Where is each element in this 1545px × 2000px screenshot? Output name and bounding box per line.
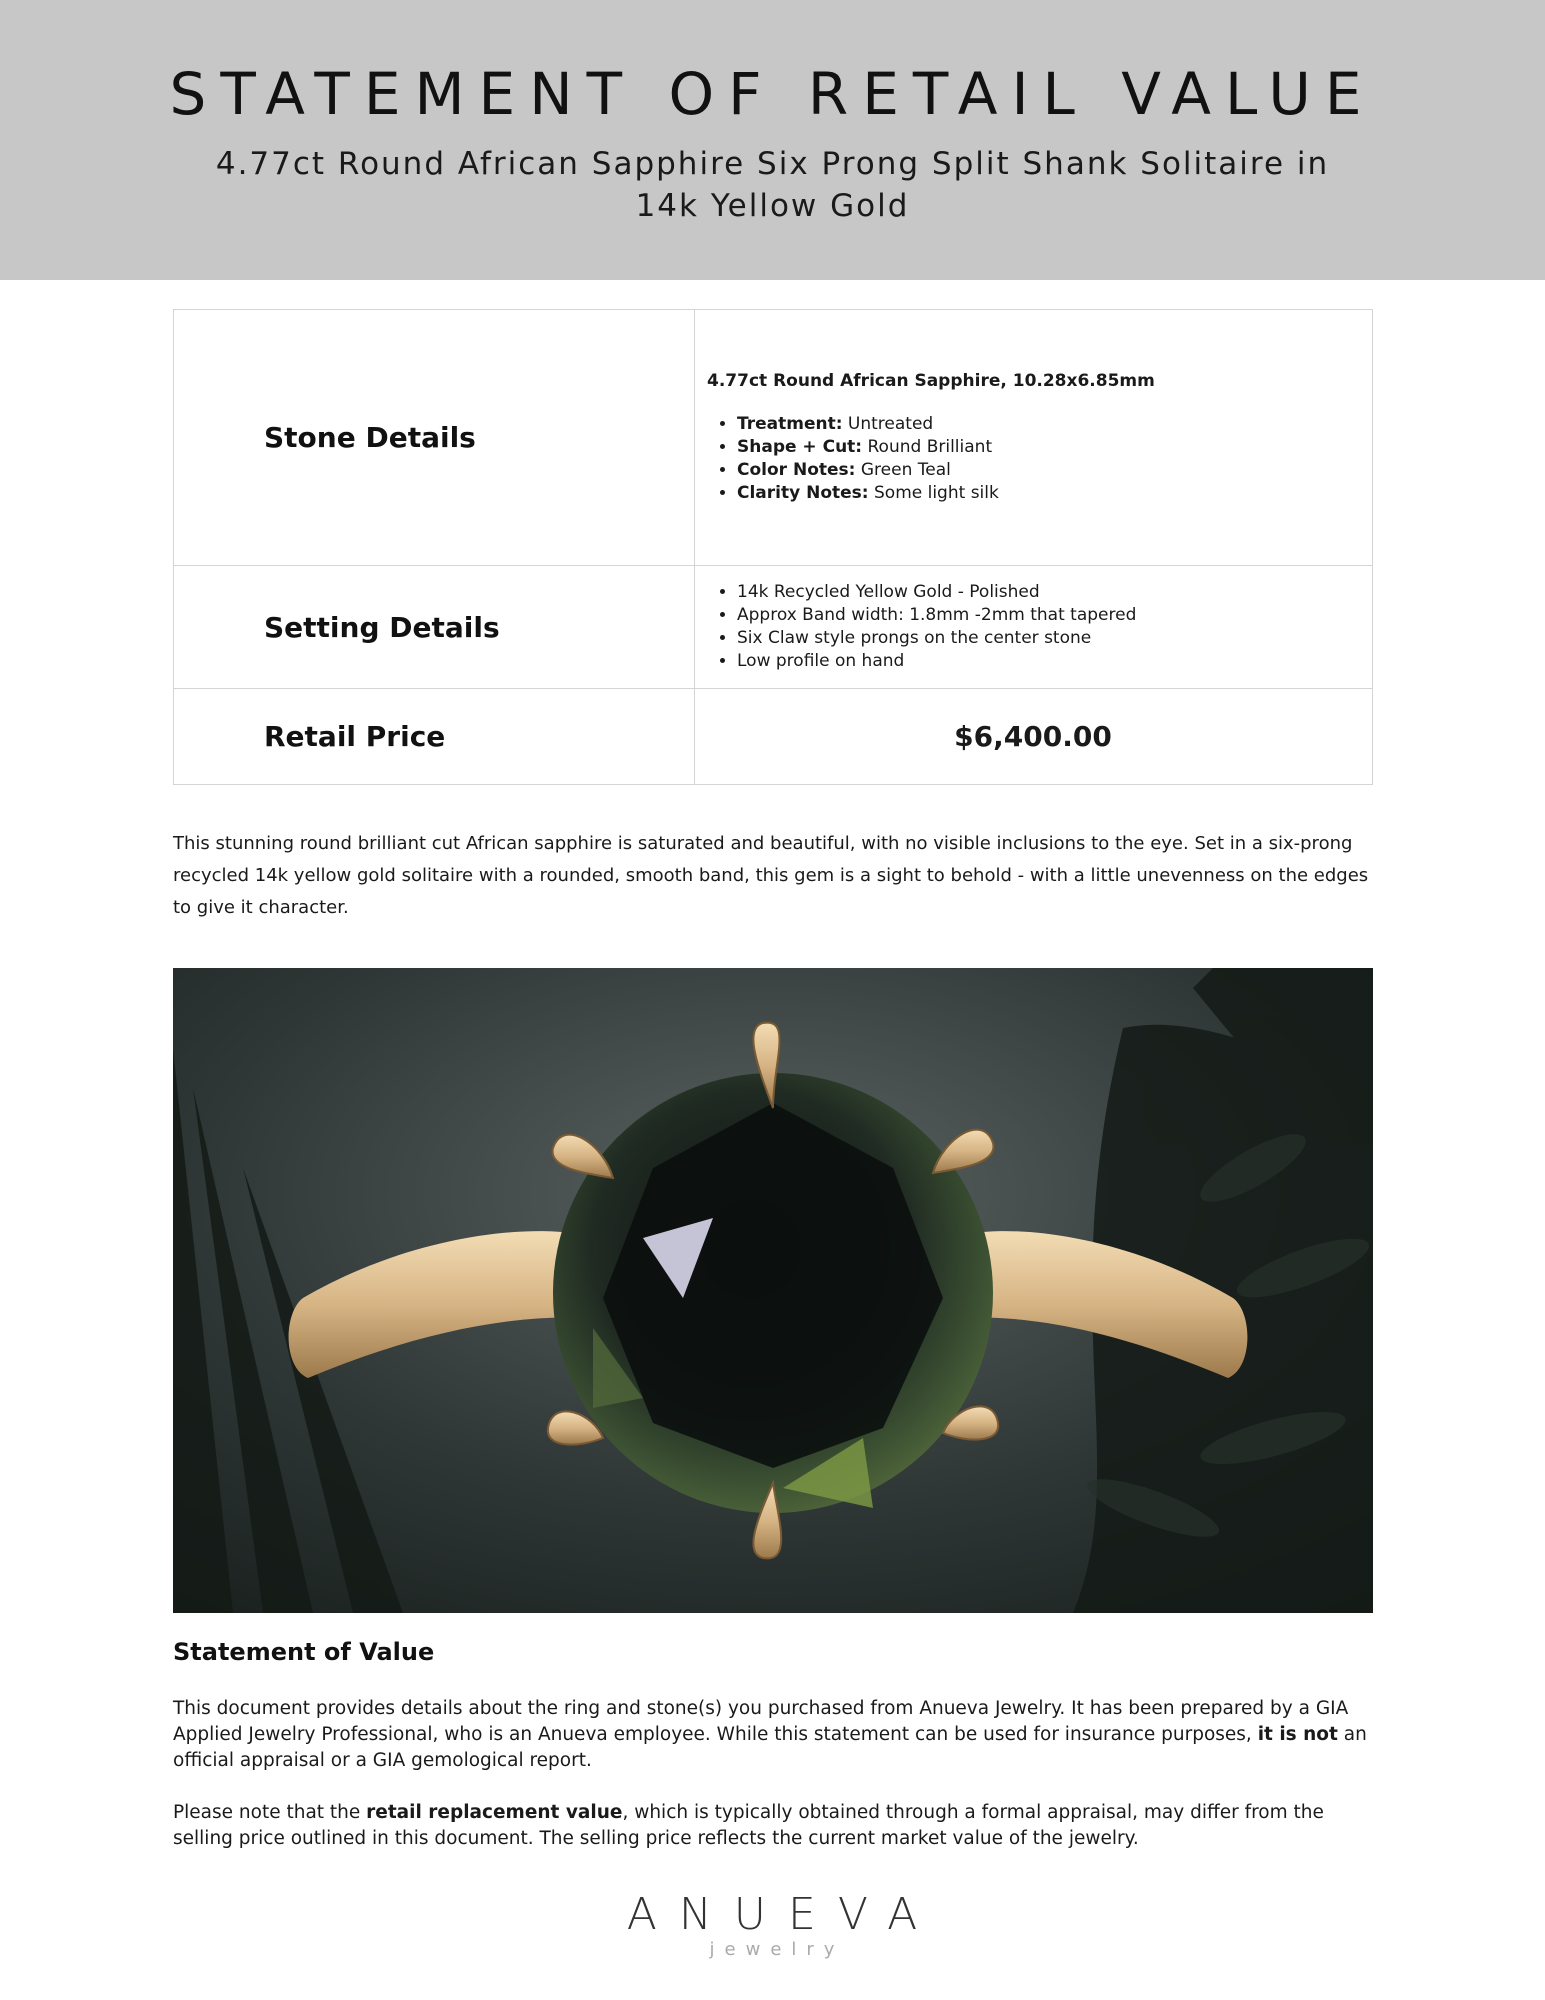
statement-paragraph-1: [173, 1696, 1383, 1774]
stone-attribute-value: Round Brilliant: [862, 436, 993, 457]
details-table: [173, 309, 1373, 785]
statement-text: Please note that the: [173, 1802, 367, 1823]
statement-text: an official appraisal or a GIA gemological report.: [173, 1724, 1367, 1771]
anueva-logo: [572, 1890, 972, 1970]
setting-details-value: [695, 566, 1373, 689]
retail-price-label: Retail Price: [174, 689, 695, 785]
setting-details-row: [174, 566, 1373, 689]
stone-details-row: [174, 310, 1373, 566]
stone-attribute-value: Some light silk: [868, 482, 999, 503]
statement-text: , which is typically obtained through a formal appraisal, may differ from the selling price outlined in this document. The selling price reflects the current market value of the jewelry.: [173, 1802, 1324, 1849]
statement-emphasis: it is not: [1257, 1724, 1338, 1745]
stone-attribute-key: Treatment:: [737, 413, 843, 434]
statement-text: This document provides details about the ring and stone(s) you purchased from Anueva Jewelry. It has been prepared by a GIA Applied Jewelry Professional, who is an Anueva employee. While this statement can be used for insurance purposes,: [173, 1698, 1349, 1745]
stone-attribute-key: Shape + Cut:: [737, 436, 863, 457]
retail-price-value: $6,400.00: [695, 689, 1373, 785]
stone-attribute-key: Clarity Notes:: [737, 482, 869, 503]
stone-attribute: [737, 482, 1371, 505]
header-banner: [0, 0, 1545, 280]
stone-attribute: [737, 459, 1371, 482]
setting-attribute: • Low profile on hand: [737, 650, 1371, 673]
stone-attribute-key: Color Notes:: [737, 459, 856, 480]
stone-attribute: [737, 413, 1371, 436]
setting-details-label: Setting Details: [174, 566, 695, 689]
setting-attribute: • Six Claw style prongs on the center stone: [737, 627, 1371, 650]
stone-details-value: [695, 310, 1373, 566]
statement-of-value-heading: Statement of Value: [173, 1638, 435, 1666]
stone-attribute-value: Green Teal: [855, 459, 951, 480]
setting-attribute: • 14k Recycled Yellow Gold - Polished: [737, 581, 1371, 604]
statement-paragraph-2: [173, 1800, 1383, 1852]
logo-subtitle: jewelry: [709, 1939, 845, 1960]
setting-attributes-list: [707, 581, 1371, 673]
stone-title: 4.77ct Round African Sapphire, 10.28x6.85mm: [707, 370, 1155, 391]
stone-attribute: [737, 436, 1371, 459]
ring-illustration: [173, 968, 1373, 1613]
ring-photo: [173, 968, 1373, 1613]
page-subtitle: 4.77ct Round African Sapphire Six Prong Split Shank Solitaire in 14k Yellow Gold: [215, 146, 1330, 224]
logo-wordmark: ANUEVA: [626, 1889, 940, 1940]
retail-price-row: [174, 689, 1373, 785]
stone-attribute-value: Untreated: [842, 413, 934, 434]
page-title: STATEMENT OF RETAIL VALUE: [169, 60, 1376, 128]
stone-details-label: Stone Details: [174, 310, 695, 566]
statement-emphasis: retail replacement value: [366, 1802, 623, 1823]
product-description: This stunning round brilliant cut African sapphire is saturated and beautiful, with no visible inclusions to the eye. Set in a six-prong recycled 14k yellow gold solitaire with a rounded, smooth band, this gem is a sight to behold - with a little unevenness on the edges to give it character.: [173, 833, 1369, 918]
stone-attributes-list: [707, 413, 1371, 505]
setting-attribute: • Approx Band width: 1.8mm -2mm that tapered: [737, 604, 1371, 627]
